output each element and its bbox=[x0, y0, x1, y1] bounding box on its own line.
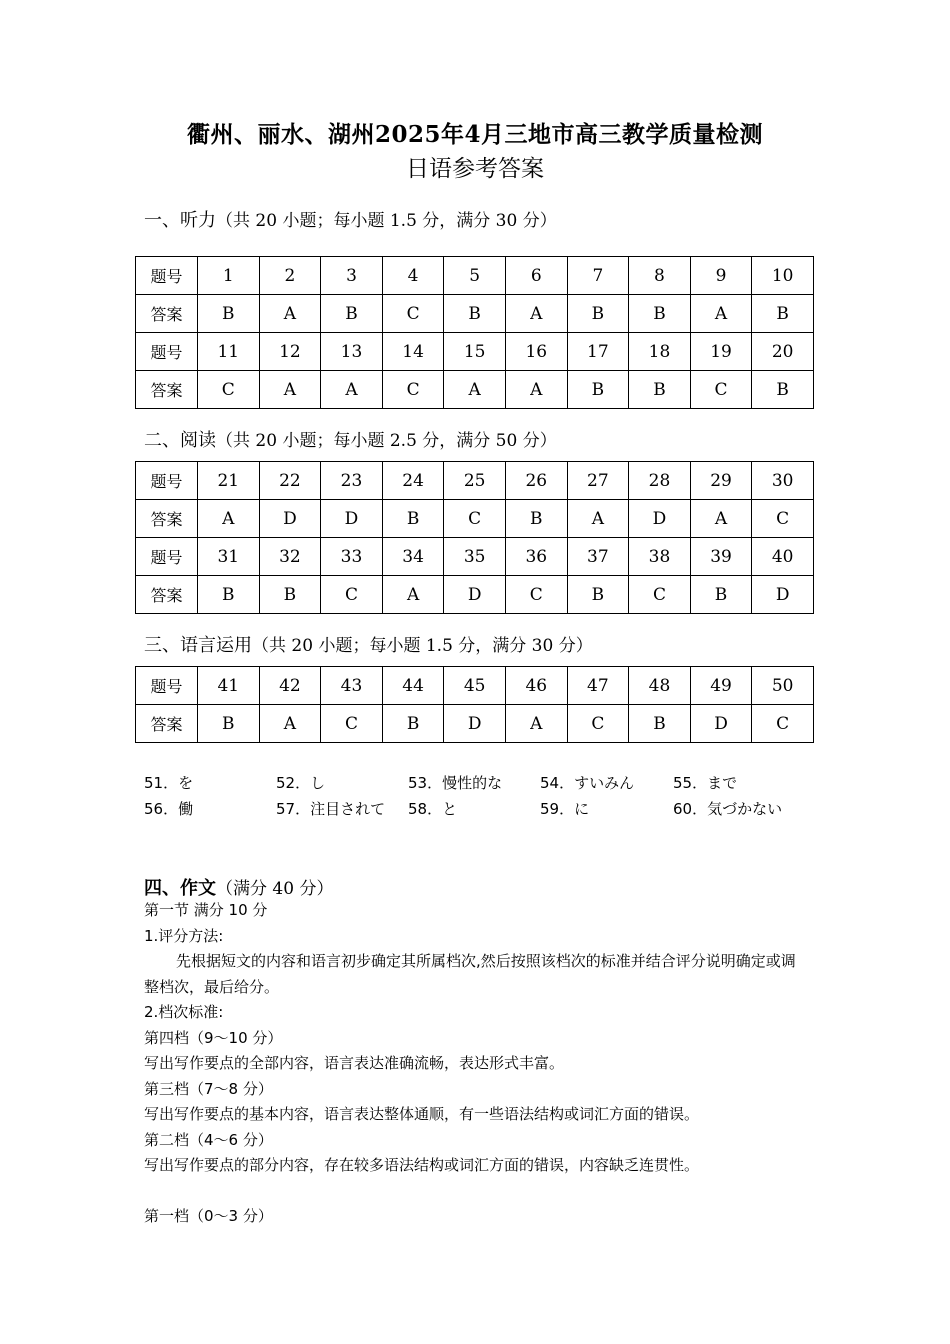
table-cell: 14 bbox=[382, 333, 444, 371]
section-title: 三、语言运用 bbox=[144, 635, 252, 656]
table-cell: 17 bbox=[567, 333, 629, 371]
table-cell: 26 bbox=[505, 462, 567, 500]
table-cell: 21 bbox=[198, 462, 260, 500]
table-cell: 7 bbox=[567, 257, 629, 295]
table-row bbox=[136, 333, 814, 371]
criteria-line: 2.档次标准: bbox=[144, 1003, 224, 1021]
table-cell: 37 bbox=[567, 538, 629, 576]
table-cell: C bbox=[629, 576, 691, 614]
table-cell: 4 bbox=[382, 257, 444, 295]
section-title: 四、作文 bbox=[144, 878, 216, 899]
table-cell: D bbox=[752, 576, 814, 614]
fill-in-item: 60．気づかない bbox=[673, 800, 783, 818]
table-cell: 30 bbox=[752, 462, 814, 500]
row-label: 答案 bbox=[136, 705, 198, 743]
language-answer-table bbox=[135, 666, 814, 743]
table-cell: B bbox=[629, 371, 691, 409]
table-cell: A bbox=[259, 371, 321, 409]
table-cell: 36 bbox=[505, 538, 567, 576]
table-cell: 10 bbox=[752, 257, 814, 295]
table-cell: 42 bbox=[259, 667, 321, 705]
criteria-line: 第四档（9～10 分） bbox=[144, 1028, 283, 1047]
table-cell: A bbox=[321, 371, 383, 409]
table-cell: D bbox=[321, 500, 383, 538]
fill-in-item: 53．慢性的な bbox=[408, 774, 503, 792]
table-cell: C bbox=[198, 371, 260, 409]
fill-in-item: 56．働 bbox=[144, 800, 194, 818]
table-cell: C bbox=[567, 705, 629, 743]
table-cell: C bbox=[321, 576, 383, 614]
table-row bbox=[136, 371, 814, 409]
table-cell: B bbox=[629, 295, 691, 333]
fill-in-answers bbox=[144, 772, 824, 822]
fill-in-item: 55．まで bbox=[673, 774, 738, 792]
criteria-line: 第一档（0～3 分） bbox=[144, 1206, 273, 1225]
table-cell: B bbox=[259, 576, 321, 614]
table-cell: 45 bbox=[444, 667, 506, 705]
criteria-paragraph: 先根据短文的内容和语言初步确定其所属档次,然后按照该档次的标准并结合评分说明确定或调整档次，最后给分。 bbox=[144, 952, 796, 996]
section-note: （共 20 小题；每小题 2.5 分，满分 50 分） bbox=[216, 431, 557, 451]
table-cell: 44 bbox=[382, 667, 444, 705]
reading-answer-table bbox=[135, 461, 814, 614]
table-cell: A bbox=[505, 705, 567, 743]
table-cell: 16 bbox=[505, 333, 567, 371]
writing-criteria bbox=[144, 898, 809, 1229]
table-cell: A bbox=[382, 576, 444, 614]
table-cell: B bbox=[690, 576, 752, 614]
fill-in-item: 51．を bbox=[144, 774, 194, 792]
table-row bbox=[136, 257, 814, 295]
section-note: （满分 40 分） bbox=[216, 879, 334, 899]
listening-answer-table bbox=[135, 256, 814, 409]
table-cell: A bbox=[690, 295, 752, 333]
section-heading-writing bbox=[144, 874, 333, 900]
fill-in-item: 59．に bbox=[540, 800, 590, 818]
table-cell: 19 bbox=[690, 333, 752, 371]
table-cell: 25 bbox=[444, 462, 506, 500]
table-cell: 38 bbox=[629, 538, 691, 576]
table-cell: 5 bbox=[444, 257, 506, 295]
table-row bbox=[136, 576, 814, 614]
table-cell: C bbox=[382, 371, 444, 409]
table-cell: D bbox=[629, 500, 691, 538]
table-cell: 2 bbox=[259, 257, 321, 295]
table-cell: 8 bbox=[629, 257, 691, 295]
criteria-line: 第三档（7～8 分） bbox=[144, 1079, 273, 1098]
section-heading-listening bbox=[144, 206, 557, 232]
table-cell: 22 bbox=[259, 462, 321, 500]
table-cell: 24 bbox=[382, 462, 444, 500]
table-cell: 46 bbox=[505, 667, 567, 705]
table-cell: 48 bbox=[629, 667, 691, 705]
table-cell: A bbox=[505, 295, 567, 333]
row-label: 答案 bbox=[136, 576, 198, 614]
table-cell: 49 bbox=[690, 667, 752, 705]
table-cell: B bbox=[198, 576, 260, 614]
section-title: 二、阅读 bbox=[144, 430, 216, 451]
section-note: （共 20 小题；每小题 1.5 分，满分 30 分） bbox=[252, 636, 593, 656]
table-cell: 39 bbox=[690, 538, 752, 576]
table-cell: 32 bbox=[259, 538, 321, 576]
table-row bbox=[136, 667, 814, 705]
row-label: 题号 bbox=[136, 257, 198, 295]
table-cell: 13 bbox=[321, 333, 383, 371]
row-label: 答案 bbox=[136, 371, 198, 409]
table-cell: 40 bbox=[752, 538, 814, 576]
table-cell: 1 bbox=[198, 257, 260, 295]
row-label: 答案 bbox=[136, 500, 198, 538]
fill-in-item: 57．注目されて bbox=[276, 800, 386, 818]
table-cell: 29 bbox=[690, 462, 752, 500]
table-cell: 15 bbox=[444, 333, 506, 371]
criteria-line: 1.评分方法: bbox=[144, 926, 224, 945]
row-label: 题号 bbox=[136, 667, 198, 705]
table-cell: C bbox=[444, 500, 506, 538]
fill-in-item: 54．すいみん bbox=[540, 774, 635, 792]
fill-in-item: 52．し bbox=[276, 774, 326, 792]
table-cell: 27 bbox=[567, 462, 629, 500]
row-label: 答案 bbox=[136, 295, 198, 333]
table-row bbox=[136, 462, 814, 500]
table-cell: 6 bbox=[505, 257, 567, 295]
table-cell: B bbox=[198, 295, 260, 333]
table-cell: 28 bbox=[629, 462, 691, 500]
table-cell: B bbox=[382, 705, 444, 743]
table-cell: A bbox=[444, 371, 506, 409]
criteria-line: 写出写作要点的全部内容，语言表达准确流畅，表达形式丰富。 bbox=[144, 1054, 565, 1072]
row-label: 题号 bbox=[136, 462, 198, 500]
table-cell: A bbox=[567, 500, 629, 538]
section-heading-reading bbox=[144, 426, 557, 452]
table-row bbox=[136, 295, 814, 333]
table-cell: C bbox=[505, 576, 567, 614]
table-cell: 43 bbox=[321, 667, 383, 705]
section-title: 一、听力 bbox=[144, 210, 216, 231]
criteria-line: 写出写作要点的部分内容，存在较多语法结构或词汇方面的错误，内容缺乏连贯性。 bbox=[144, 1156, 700, 1174]
criteria-line: 第一节 满分 10 分 bbox=[144, 901, 268, 919]
table-cell: 47 bbox=[567, 667, 629, 705]
row-label: 题号 bbox=[136, 538, 198, 576]
table-row bbox=[136, 705, 814, 743]
table-cell: B bbox=[752, 371, 814, 409]
table-cell: 11 bbox=[198, 333, 260, 371]
table-cell: 23 bbox=[321, 462, 383, 500]
table-cell: B bbox=[444, 295, 506, 333]
table-cell: C bbox=[382, 295, 444, 333]
section-note: （共 20 小题；每小题 1.5 分，满分 30 分） bbox=[216, 211, 557, 231]
page-title: 衢州、丽水、湖州2025年4月三地市高三教学质量检测 bbox=[186, 121, 764, 148]
table-cell: C bbox=[690, 371, 752, 409]
table-cell: 18 bbox=[629, 333, 691, 371]
table-cell: 20 bbox=[752, 333, 814, 371]
table-cell: A bbox=[505, 371, 567, 409]
section-heading-language bbox=[144, 631, 593, 657]
table-cell: 41 bbox=[198, 667, 260, 705]
table-cell: B bbox=[629, 705, 691, 743]
table-cell: D bbox=[444, 576, 506, 614]
table-cell: B bbox=[567, 576, 629, 614]
row-label: 题号 bbox=[136, 333, 198, 371]
table-cell: A bbox=[690, 500, 752, 538]
table-cell: A bbox=[259, 705, 321, 743]
table-cell: A bbox=[198, 500, 260, 538]
table-cell: D bbox=[690, 705, 752, 743]
page-subtitle: 日语参考答案 bbox=[406, 156, 544, 182]
table-cell: B bbox=[752, 295, 814, 333]
table-cell: C bbox=[752, 500, 814, 538]
table-cell: B bbox=[321, 295, 383, 333]
table-cell: B bbox=[382, 500, 444, 538]
fill-in-item: 58．と bbox=[408, 800, 458, 818]
table-cell: B bbox=[567, 371, 629, 409]
table-cell: 33 bbox=[321, 538, 383, 576]
table-cell: C bbox=[321, 705, 383, 743]
table-cell: D bbox=[259, 500, 321, 538]
table-cell: B bbox=[198, 705, 260, 743]
table-cell: 34 bbox=[382, 538, 444, 576]
table-cell: 35 bbox=[444, 538, 506, 576]
table-cell: 9 bbox=[690, 257, 752, 295]
table-row bbox=[136, 538, 814, 576]
table-row bbox=[136, 500, 814, 538]
table-cell: D bbox=[444, 705, 506, 743]
criteria-line: 写出写作要点的基本内容，语言表达整体通顺，有一些语法结构或词汇方面的错误。 bbox=[144, 1105, 700, 1123]
criteria-line: 第二档（4～6 分） bbox=[144, 1130, 273, 1149]
table-cell: 12 bbox=[259, 333, 321, 371]
table-cell: A bbox=[259, 295, 321, 333]
table-cell: B bbox=[567, 295, 629, 333]
table-cell: C bbox=[752, 705, 814, 743]
table-cell: B bbox=[505, 500, 567, 538]
table-cell: 3 bbox=[321, 257, 383, 295]
table-cell: 31 bbox=[198, 538, 260, 576]
table-cell: 50 bbox=[752, 667, 814, 705]
